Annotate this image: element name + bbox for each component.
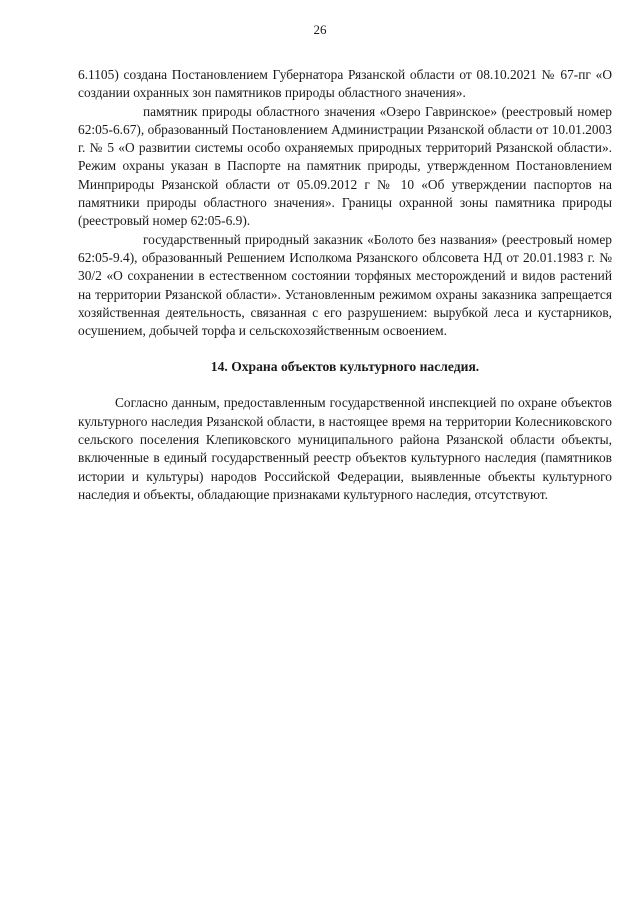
paragraph-protected-zones-decree: 6.1105) создана Постановлением Губернатора Рязанской области от 08.10.2021 № 67-пг «О создании охранных зон памятников природы областного значения». xyxy=(78,67,612,101)
paragraph-lake-gavrinskoe xyxy=(78,103,612,231)
paragraph-lake-gavrinskoe-text: памятник природы областного значения «Озеро Гавринское» (реестровый номер 62:05-6.67), образованный Постановлением Администрации Рязанской области от 10.01.2003 г. № 5 «О развитии системы особо охраняемых природных территорий Рязанской области». Режим охраны указан в Паспорте на памятник природы, утвержденном Постановлением Минприроды Рязанской области от 05.09.2012 г № 10 «Об утверждении паспортов на памятники природы областного значения». Границы охранной зоны памятника природы (реестровый номер 62:05-6.9). xyxy=(78,103,612,229)
document-body xyxy=(78,66,612,504)
section-heading: 14. Охрана объектов культурного наследия. xyxy=(210,359,480,375)
page-number: 26 xyxy=(313,22,327,37)
paragraph-nature-reserve-bog-text: государственный природный заказник «Болото без названия» (реестровый номер 62:05-9.4), образованный Решением Исполкома Рязанского облсовета НД от 20.01.1983 г. № 30/2 «О сохранении в естественном состоянии торфяных месторождений и видов растений на территории Рязанской области». Установленным режимом охраны заказника запрещается хозяйственная деятельность, связанная с его разрушением: вырубкой леса и кустарников, осушением, добычей торфа и сельскохозяйственным освоением. xyxy=(78,231,612,339)
paragraph-nature-reserve-bog xyxy=(78,231,612,341)
paragraph-cultural-heritage: Согласно данным, предоставленным государственной инспекцией по охране объектов культурного наследия Рязанской области, в настоящее время на территории Колесниковского сельского поселения Клепиковского муниципального района Рязанской области объекты, включенные в единый государственный реестр объектов культурного наследия (памятников истории и культуры) народов Российской Федерации, выявленные объекты культурного наследия и объекты, обладающие признаками культурного наследия, отсутствуют. xyxy=(78,395,612,502)
